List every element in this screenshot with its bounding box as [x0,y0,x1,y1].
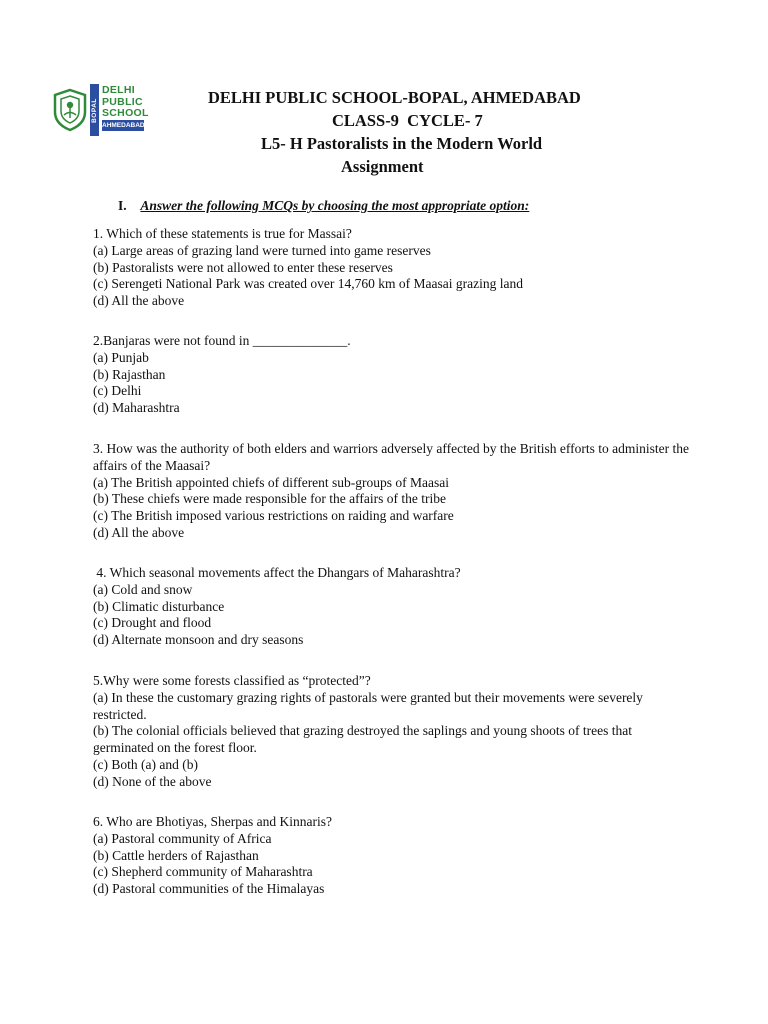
option-b: (b) The colonial officials believed that grazing destroyed the saplings and young shoots of trees that germinated on the forest floor. [93,723,632,756]
option-a: (a) Pastoral community of Africa [93,830,272,846]
question-text: 2.Banjaras were not found in ______________. [93,333,351,348]
lesson-title: L5- H Pastoralists in the Modern World [261,134,543,153]
question-block-5 [93,673,693,791]
option-a: (a) Large areas of grazing land were turned into game reserves [93,242,431,258]
question-text: 6. Who are Bhotiyas, Sherpas and Kinnaris? [93,814,332,829]
logo-line-1: DELHI [102,84,135,96]
question-block-6 [93,814,693,898]
option-a: (a) The British appointed chiefs of different sub-groups of Maasai [93,474,450,490]
option-c: (c) Both (a) and (b) [93,756,198,772]
option-d: (d) Maharashtra [93,400,180,416]
option-d: (d) All the above [93,293,185,309]
instruction-text: Answer the following MCQs by choosing the most appropriate option: [140,198,530,213]
option-d: (d) None of the above [93,773,212,789]
question-text: 5.Why were some forests classified as “protected”? [93,673,371,688]
option-a: (a) Cold and snow [93,581,193,597]
option-c: (c) Serengeti National Park was created over 14,760 km of Maasai grazing land [93,276,523,292]
question-text: 3. How was the authority of both elders and warriors adversely affected by the British efforts to administer the affairs of the Maasai? [93,441,689,473]
option-a: (a) Punjab [93,349,149,365]
option-b: (b) These chiefs were made responsible for the affairs of the tribe [93,491,446,507]
option-a: (a) In these the customary grazing rights of pastorals were granted but their movements were severely restricted. [93,689,643,722]
school-name-heading: DELHI PUBLIC SCHOOL-BOPAL, AHMEDABAD [208,88,581,107]
question-block-3 [93,441,693,542]
option-c: (c) Shepherd community of Maharashtra [93,864,313,880]
question-block-1 [93,226,693,310]
section-numeral: I. [118,198,127,213]
assignment-label: Assignment [341,157,424,176]
section-instruction [118,198,529,214]
option-b: (b) Climatic disturbance [93,598,225,614]
option-d: (d) Alternate monsoon and dry seasons [93,632,304,648]
option-c: (c) Delhi [93,383,142,399]
logo-side-bar [90,84,99,136]
logo-side-text: BOPAL [91,97,98,123]
option-b: (b) Rajasthan [93,366,166,382]
logo-sub-text: AHMEDABAD [102,122,145,129]
option-d: (d) All the above [93,524,185,540]
school-logo [52,84,149,136]
option-c: (c) The British imposed various restrictions on raiding and warfare [93,508,454,524]
question-block-2 [93,333,693,417]
class-cycle-heading: CLASS-9 CYCLE- 7 [332,111,483,130]
option-b: (b) Pastoralists were not allowed to enter these reserves [93,259,393,275]
option-d: (d) Pastoral communities of the Himalayas [93,881,325,897]
logo-wordmark [102,85,149,120]
question-text: 1. Which of these statements is true for Massai? [93,226,352,241]
option-b: (b) Cattle herders of Rajasthan [93,847,259,863]
question-text: 4. Which seasonal movements affect the Dhangars of Maharashtra? [93,565,461,580]
question-block-4 [93,565,693,649]
logo-line-2: PUBLIC [102,95,143,108]
logo-line-3: SCHOOL [102,107,149,119]
school-crest-icon [52,88,88,132]
option-c: (c) Drought and flood [93,615,212,631]
